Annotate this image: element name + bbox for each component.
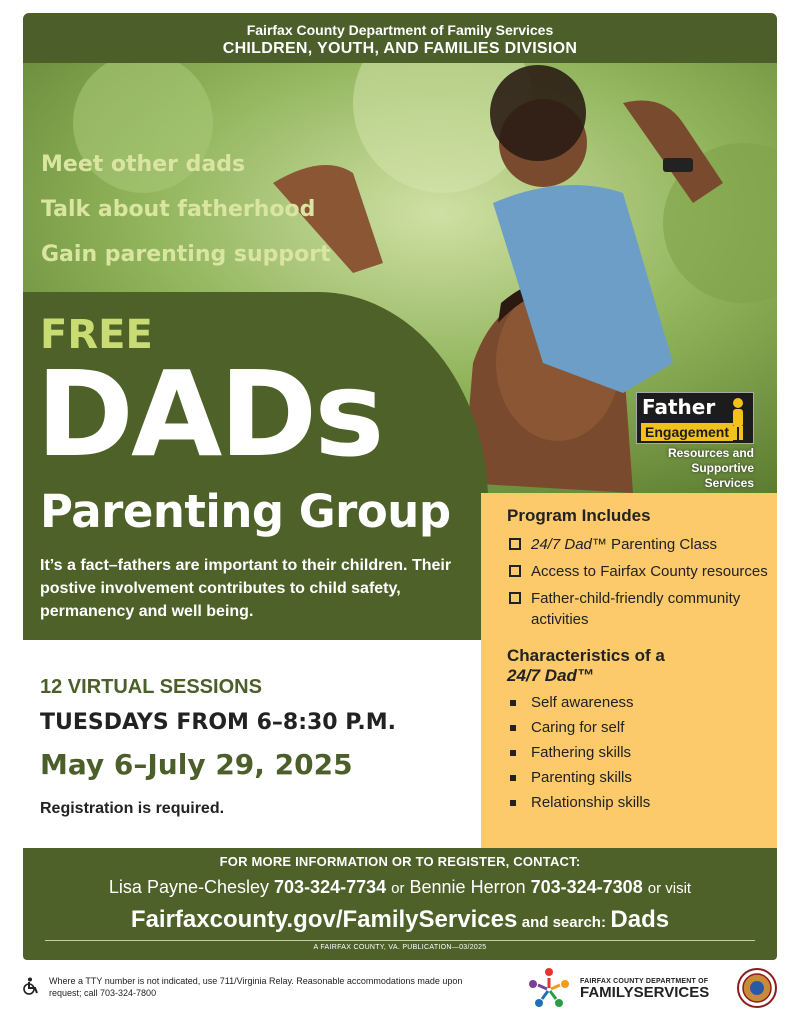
- session-time: TUESDAYS FROM 6–8:30 P.M.: [40, 710, 396, 735]
- division-name: CHILDREN, YOUTH, AND FAMILIES DIVISION: [222, 40, 578, 57]
- logo-big-text: FAMILYSERVICES: [580, 984, 710, 1001]
- characteristics-heading-line1: Characteristics of a: [507, 646, 665, 665]
- program-item: [507, 588, 769, 630]
- parenting-group-title: Parenting Group: [40, 485, 451, 538]
- characteristic-item: [507, 790, 769, 815]
- father-silhouette-icon: [727, 397, 749, 441]
- father-engagement-logo: [636, 392, 754, 490]
- tagline: Gain parenting support: [41, 242, 331, 267]
- characteristic-item: [507, 715, 769, 740]
- publication-note: A FAIRFAX COUNTY, VA. PUBLICATION—03/2025: [313, 944, 487, 951]
- checkbox-bullet-icon: [509, 592, 521, 604]
- characteristic-text: Parenting skills: [531, 769, 632, 786]
- logo-small-text: FAIRFAX COUNTY DEPARTMENT OF: [580, 978, 709, 985]
- contact-line: [23, 877, 777, 898]
- program-item-text: ™ Parenting Class: [591, 536, 717, 553]
- checkbox-bullet-icon: [509, 565, 521, 577]
- registration-note: Registration is required.: [40, 800, 225, 817]
- wheelchair-icon: [22, 977, 40, 995]
- badge-line-1: Resources and: [667, 446, 754, 460]
- characteristic-text: Fathering skills: [531, 744, 632, 761]
- footer-divider: [45, 940, 755, 941]
- checkbox-bullet-icon: [509, 538, 521, 550]
- contact2-name: Bennie Herron: [409, 877, 526, 897]
- program-item: [507, 561, 769, 582]
- characteristics-heading-line2: 24/7 Dad™: [507, 666, 594, 685]
- or-visit-text: or visit: [647, 880, 692, 897]
- free-label: FREE: [40, 312, 153, 358]
- tagline: Talk about fatherhood: [41, 197, 316, 222]
- dfs-logo-text: [580, 978, 709, 1000]
- contact2-phone[interactable]: 703-324-7308: [530, 877, 643, 897]
- square-bullet-icon: [510, 750, 516, 756]
- square-bullet-icon: [510, 775, 516, 781]
- program-item-text: Father-child-friendly community activities: [531, 590, 741, 628]
- characteristics-heading: [507, 646, 769, 686]
- characteristic-item: [507, 690, 769, 715]
- program-item-emphasis: 24/7 Dad: [531, 536, 592, 553]
- square-bullet-icon: [510, 800, 516, 806]
- characteristic-item: [507, 740, 769, 765]
- characteristic-item: [507, 765, 769, 790]
- characteristic-text: Relationship skills: [531, 794, 651, 811]
- characteristic-text: Self awareness: [531, 694, 634, 711]
- contact1-phone[interactable]: 703-324-7734: [274, 877, 387, 897]
- contact-footer: [23, 848, 777, 960]
- program-heading: Program Includes: [507, 506, 651, 525]
- contact-heading: FOR MORE INFORMATION OR TO REGISTER, CONTACT:: [219, 854, 581, 869]
- session-dates: May 6–July 29, 2025: [40, 748, 353, 781]
- intro-text: It’s a fact–fathers are important to their children. Their postive involvement contributes to child safety, permanency and well being.: [40, 557, 452, 620]
- website-link[interactable]: Fairfaxcounty.gov/FamilyServices: [130, 906, 518, 933]
- characteristic-text: Caring for self: [531, 719, 625, 736]
- header-banner: [23, 13, 777, 63]
- contact1-name: Lisa Payne-Chesley: [108, 877, 270, 897]
- tagline: Meet other dads: [41, 152, 246, 177]
- badge-word-father: Father: [642, 395, 716, 419]
- website-line: [23, 906, 777, 934]
- search-label: and search:: [521, 914, 606, 931]
- badge-word-engagement: Engagement: [641, 423, 733, 441]
- program-box: [481, 493, 777, 848]
- county-seal-icon: [737, 968, 777, 1008]
- sessions-count: 12 VIRTUAL SESSIONS: [40, 676, 262, 698]
- taglines: [41, 152, 331, 287]
- program-item-text: Access to Fairfax County resources: [531, 563, 768, 580]
- program-item: [507, 534, 769, 555]
- square-bullet-icon: [510, 700, 516, 706]
- department-name: Fairfax County Department of Family Services: [246, 22, 554, 38]
- or-text: or: [391, 880, 405, 897]
- people-circle-logo-icon: [527, 966, 571, 1010]
- square-bullet-icon: [510, 725, 516, 731]
- accessibility-note: Where a TTY number is not indicated, use 711/Virginia Relay. Reasonable accommodations made upon request; call 703-324-7800: [49, 976, 463, 998]
- dads-title: DADs: [36, 345, 382, 483]
- search-term: Dads: [610, 906, 670, 933]
- badge-line-2: Supportive Services: [691, 461, 754, 490]
